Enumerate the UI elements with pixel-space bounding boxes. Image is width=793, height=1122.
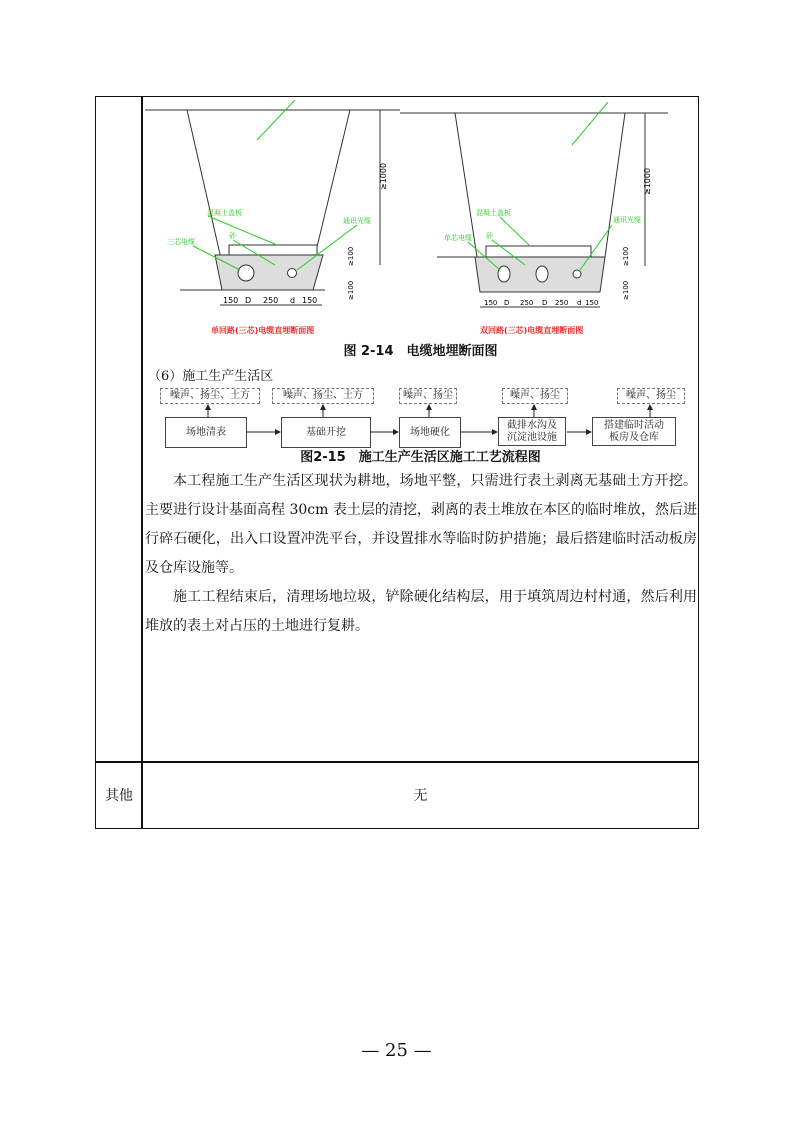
- emission-box: 噪声、扬尘: [399, 388, 457, 404]
- drawing-label: 砂: [229, 232, 236, 240]
- drawing-label: 通讯光缆: [343, 217, 371, 225]
- dim-vertical-label: ≥100: [347, 280, 355, 300]
- emission-box: 噪声、扬尘: [502, 388, 568, 404]
- dim-vertical-label: ≥100: [622, 246, 630, 266]
- figure-caption-2-14: 图 2-14 电缆地埋断面图: [343, 344, 498, 359]
- emission-box: 噪声、扬尘: [617, 388, 685, 404]
- drawing-label: 三芯电缆: [167, 238, 195, 246]
- row-divider: [95, 761, 699, 763]
- figure-caption-2-15: 图2-15 施工生产生活区施工工艺流程图: [300, 450, 541, 465]
- other-label: 其他: [105, 788, 133, 804]
- dim-label: d: [290, 296, 296, 305]
- paragraph: 施工工程结束后，清理场地垃圾，铲除硬化结构层，用于填筑周边村村通，然后利用堆放的表土对占压的土地进行复耕。: [145, 589, 697, 634]
- flow-arrows: [0, 0, 793, 470]
- emission-box: 噪声、扬尘、土方: [160, 388, 260, 404]
- dim-label: 250: [555, 299, 569, 307]
- depth-label: ≥1000: [643, 167, 652, 195]
- dim-label: 150: [484, 299, 498, 307]
- drawing-label: 混凝土盖板: [207, 209, 242, 217]
- dim-label: 150: [223, 296, 239, 305]
- page-number: — 25 —: [361, 1040, 432, 1061]
- other-value: 无: [413, 788, 428, 804]
- drawing-label: 混凝土盖板: [476, 209, 511, 217]
- process-step: 截排水沟及沉淀池设施: [498, 417, 566, 446]
- drawing-title: 单回路(三芯)电缆直埋断面图: [211, 326, 315, 335]
- dim-label: 250: [520, 299, 534, 307]
- process-step: 基础开挖: [281, 417, 371, 448]
- drawing-label: 砂: [486, 232, 493, 240]
- dim-label: D: [542, 299, 548, 307]
- dim-vertical-label: ≥100: [622, 280, 630, 300]
- drawing-label: 通讯光缆: [613, 216, 641, 224]
- body-text: [145, 467, 697, 641]
- dim-label: 250: [263, 296, 279, 305]
- dim-label: D: [504, 299, 510, 307]
- process-step: 场地硬化: [399, 417, 461, 448]
- dim-label: 150: [585, 299, 599, 307]
- process-step: 搭建临时活动板房及仓库: [592, 417, 676, 446]
- dim-label: d: [577, 299, 582, 307]
- emission-box: 噪声、扬尘、土方: [272, 388, 374, 404]
- dim-label: D: [245, 296, 252, 305]
- process-step: 场地清表: [165, 417, 247, 448]
- paragraph: 本工程施工生产生活区现状为耕地，场地平整，只需进行表土剥离无基础土方开挖。主要进行设计基面高程 30cm 表土层的清挖，剥离的表土堆放在本区的临时堆放，然后进行碎石硬化，出入口设置冲洗平台，并设置排水等临时防护措施；最后搭建临时活动板房及仓库设施等。: [145, 473, 697, 576]
- drawing-title: 双回路(三芯)电缆直埋断面图: [480, 326, 584, 335]
- dim-vertical-label: ≥100: [347, 246, 355, 266]
- depth-label: ≥1000: [379, 162, 388, 190]
- section-heading: （6）施工生产生活区: [148, 369, 274, 384]
- drawing-label: 单芯电缆: [444, 234, 472, 242]
- dim-label: 150: [302, 296, 318, 305]
